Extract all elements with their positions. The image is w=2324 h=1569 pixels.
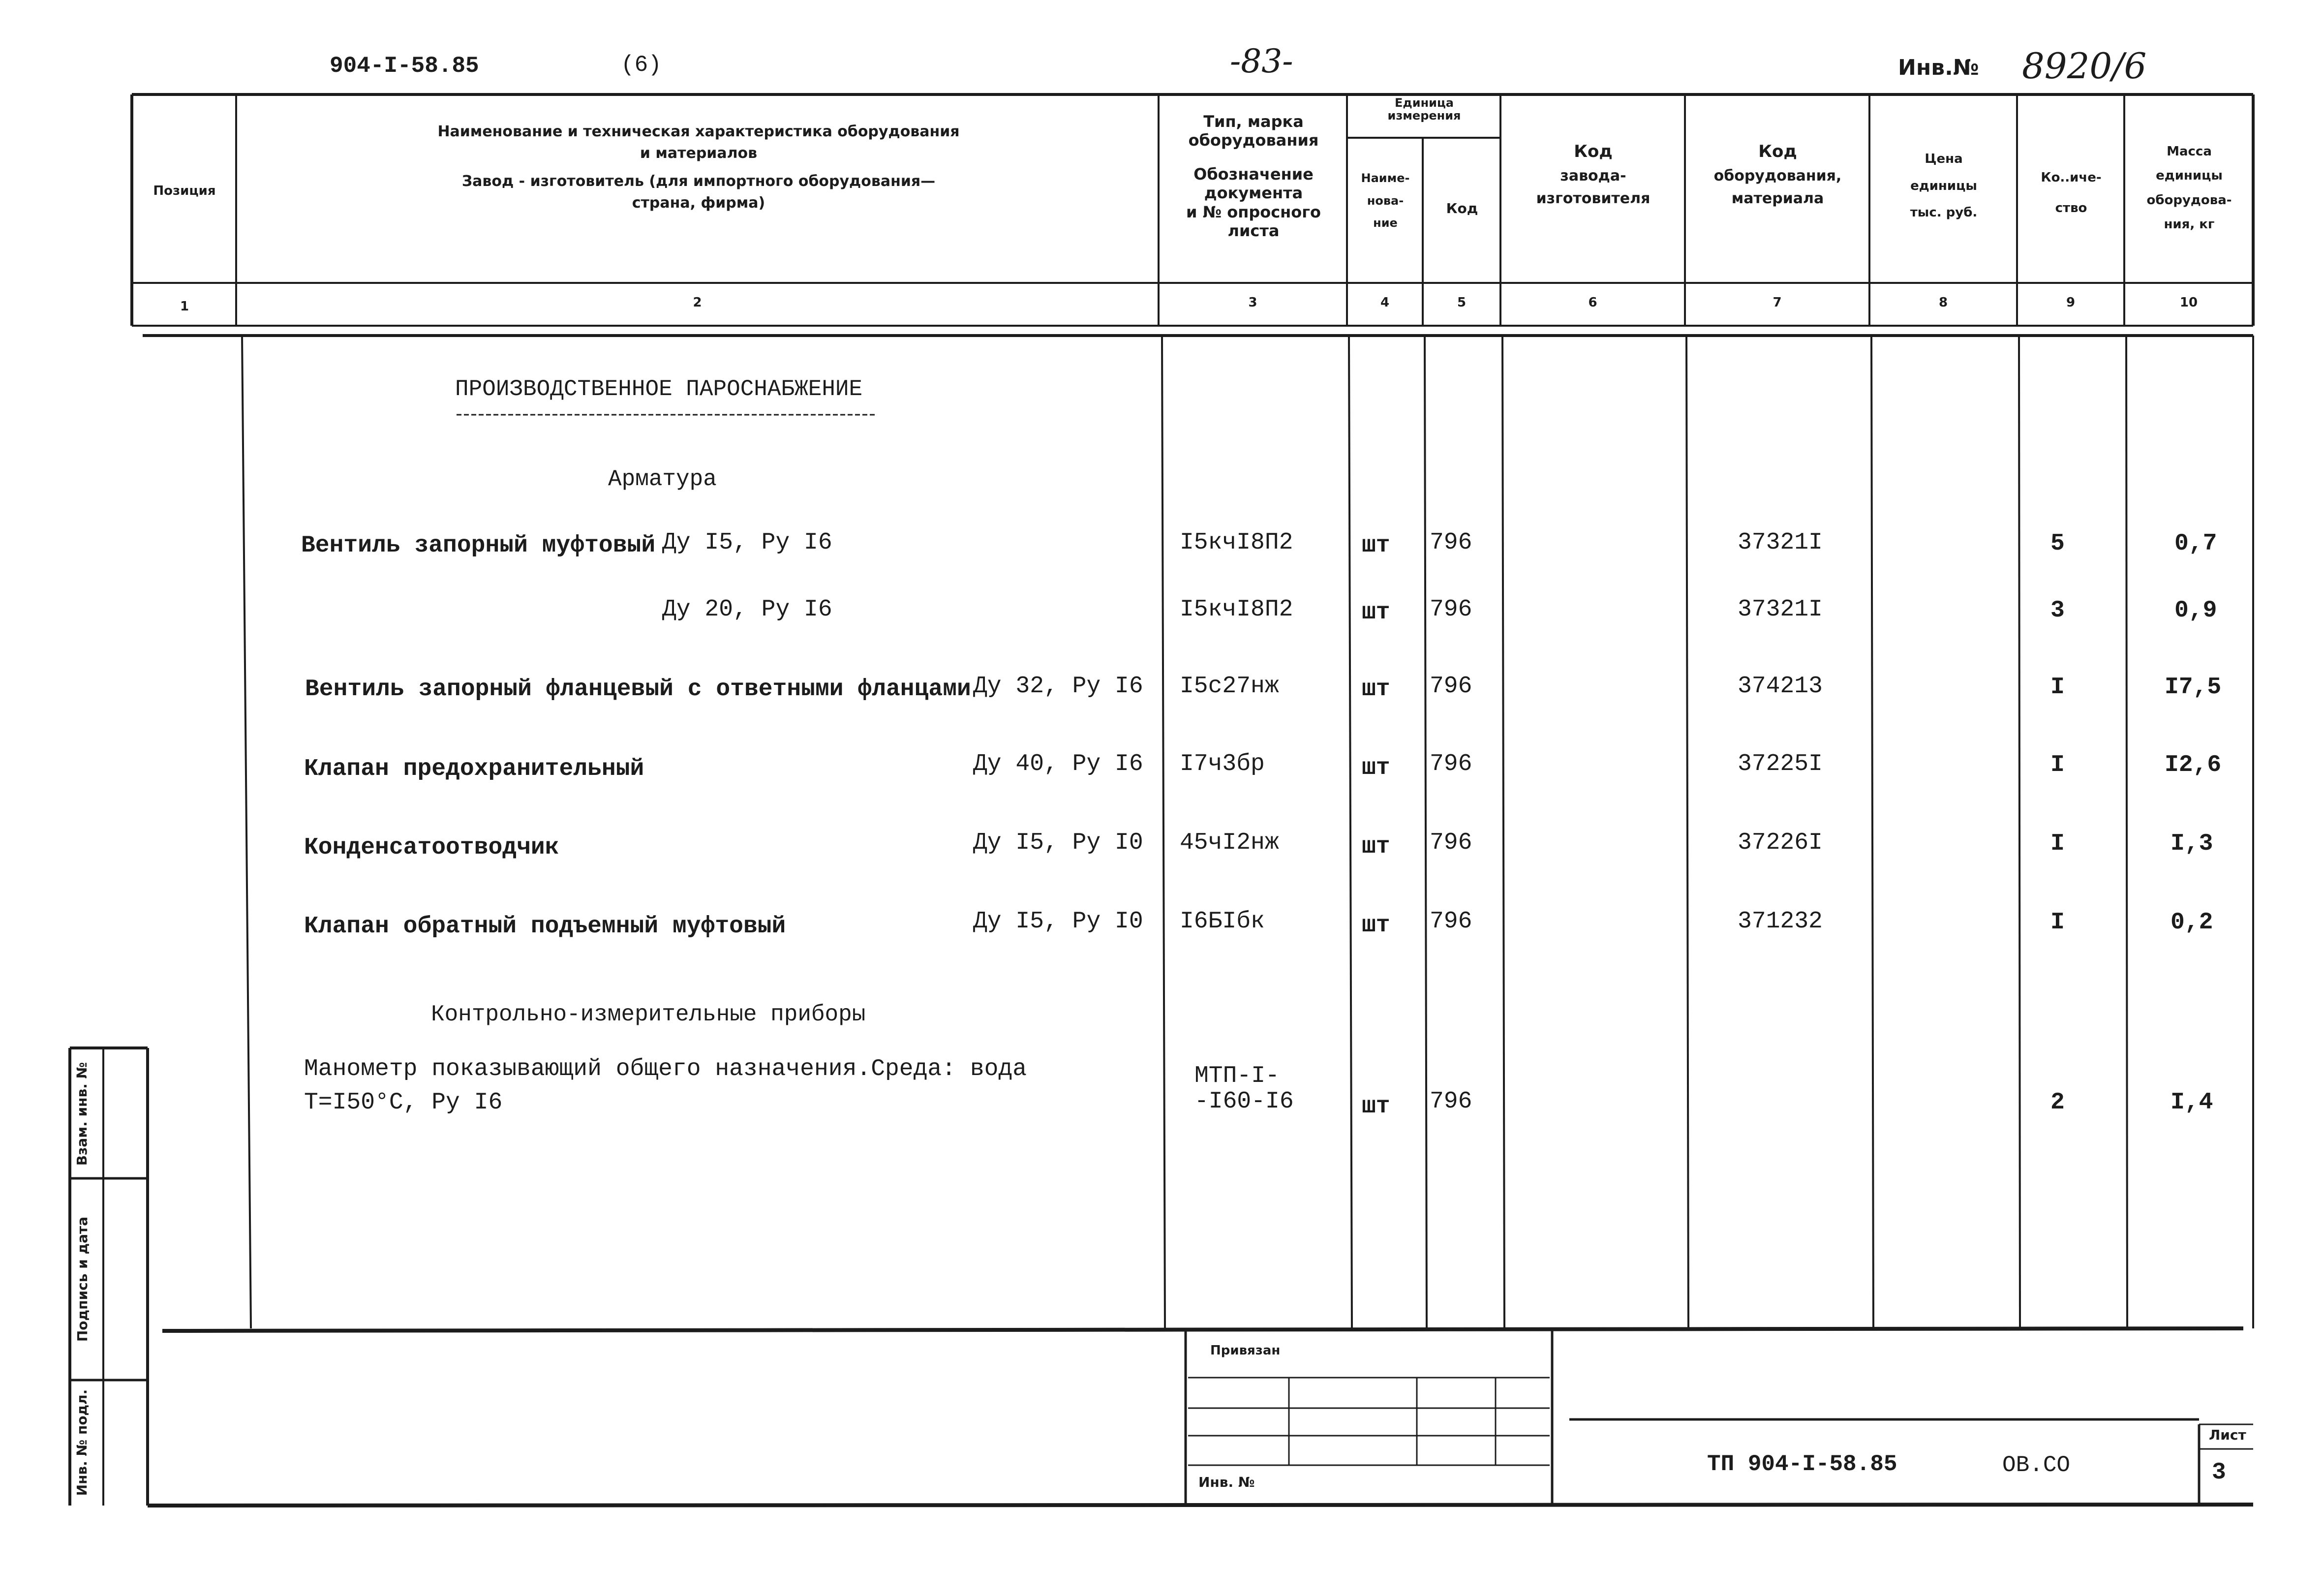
side-label-replacement-inv: Взам. инв. № — [74, 1062, 90, 1166]
side-label-signature-date: Подпись и дата — [74, 1216, 91, 1342]
header-col1: Позиция — [153, 184, 216, 198]
col-number-10: 10 — [2179, 295, 2198, 310]
row-unit: шт — [1362, 599, 1390, 626]
stamp-mark: ОВ.СО — [2002, 1452, 2071, 1478]
row-spec: Ду 32, Ру I6 — [973, 673, 1143, 700]
row-code: 796 — [1430, 751, 1472, 777]
side-label-original-inv: Инв. № подл. — [74, 1389, 90, 1496]
col-number-4: 4 — [1380, 295, 1390, 310]
row-type: I5кчI8П2 — [1180, 596, 1293, 623]
header-col9: Ко..иче- ство — [2041, 170, 2102, 216]
header-col8: Цена единицы тыс. руб. — [1910, 152, 1978, 220]
row-qty: 3 — [2050, 597, 2065, 624]
col-number-3: 3 — [1248, 295, 1257, 310]
col-number-8: 8 — [1938, 295, 1948, 310]
row-spec: Ду I5, Ру I0 — [973, 908, 1143, 935]
row-qty: I — [2050, 831, 2065, 857]
row-equip-code: 37321I — [1738, 529, 1823, 556]
header-unit-group: Единица измерения — [1387, 96, 1461, 123]
row-equip-code: 37226I — [1738, 830, 1823, 856]
row-unit: шт — [1362, 532, 1390, 559]
col-number-2: 2 — [693, 295, 702, 310]
page-number: -83- — [1230, 42, 1293, 80]
row-type: I5с27нж — [1180, 673, 1279, 700]
row-unit: шт — [1362, 833, 1390, 860]
row-code: 796 — [1430, 830, 1472, 856]
row-spec: Ду 40, Ру I6 — [973, 751, 1143, 777]
col-number-5: 5 — [1457, 295, 1467, 310]
row-name: Вентиль запорный муфтовый — [301, 532, 656, 559]
gauge-mass: I,4 — [2171, 1089, 2213, 1116]
gauge-code: 796 — [1430, 1088, 1472, 1115]
row-type: 45чI2нж — [1180, 830, 1279, 856]
row-name: Клапан предохранительный — [304, 756, 644, 782]
col-number-6: 6 — [1588, 295, 1597, 310]
row-equip-code: 371232 — [1738, 908, 1823, 935]
row-mass: 0,2 — [2171, 909, 2213, 936]
col-number-9: 9 — [2066, 295, 2076, 310]
stamp-bound-label: Привязан — [1210, 1343, 1281, 1358]
doc-code-top: 904-I-58.85 — [330, 53, 479, 79]
col-number-1: 1 — [180, 299, 189, 314]
row-code: 796 — [1430, 529, 1472, 556]
row-type: I6БIбк — [1180, 908, 1265, 935]
row-qty: I — [2050, 909, 2065, 936]
header-col3: Тип, марка оборудования Обозначение документа и № опросного листа — [1186, 112, 1321, 240]
row-type: I5кчI8П2 — [1180, 529, 1293, 556]
col-number-7: 7 — [1773, 295, 1782, 310]
row-mass: I,3 — [2171, 831, 2213, 857]
row-mass: I2,6 — [2165, 752, 2222, 778]
row-equip-code: 37321I — [1738, 596, 1823, 623]
header-col10: Масса единицы оборудова- ния, кг — [2146, 144, 2232, 232]
row-equip-code: 37225I — [1738, 751, 1823, 777]
row-qty: I — [2050, 674, 2065, 701]
row-mass: I7,5 — [2165, 674, 2222, 701]
row-code: 796 — [1430, 596, 1472, 623]
row-spec: Ду I5, Ру I0 — [973, 830, 1143, 856]
sheet-mark: (6) — [621, 52, 662, 78]
row-type: I7ч3бр — [1180, 751, 1265, 777]
row-mass: 0,9 — [2174, 597, 2217, 624]
row-unit: шт — [1362, 676, 1390, 703]
row-equip-code: 374213 — [1738, 673, 1823, 700]
row-qty: 5 — [2050, 530, 2065, 557]
row-name: Клапан обратный подъемный муфтовый — [304, 913, 786, 940]
row-unit: шт — [1362, 912, 1390, 939]
header-col4: Наиме- нова- ние — [1361, 171, 1410, 230]
gauge-conditions: T=I50°C, Ру I6 — [304, 1089, 503, 1116]
stamp-sheet-number: 3 — [2212, 1459, 2226, 1486]
header-col5: Код — [1446, 200, 1478, 216]
row-code: 796 — [1430, 673, 1472, 700]
subsection-armatura: Арматура — [608, 466, 717, 492]
gauge-type-line2: -I60-I6 — [1194, 1088, 1294, 1115]
row-name: Вентиль запорный фланцевый с ответными фланцами — [305, 676, 971, 703]
inv-label: Инв.№ — [1898, 55, 1979, 80]
inv-handwritten-number: 8920/6 — [2022, 45, 2147, 87]
row-spec: Ду I5, Ру I6 — [662, 529, 832, 556]
header-col7: Код оборудования, материала — [1713, 142, 1842, 208]
row-mass: 0,7 — [2174, 530, 2217, 557]
gauge-type-line1: МТП-I- — [1194, 1063, 1280, 1089]
subsection-instruments: Контрольно-измерительные приборы — [431, 1002, 866, 1027]
row-spec: Ду 20, Ру I6 — [662, 596, 832, 623]
section-title: ПРОИЗВОДСТВЕННОЕ ПАРОСНАБЖЕНИЕ — [455, 376, 863, 402]
gauge-qty: 2 — [2050, 1089, 2065, 1116]
gauge-name: Манометр показывающий общего назначения.Среда: вода — [304, 1056, 1027, 1082]
stamp-sheet-label: Лист — [2209, 1427, 2246, 1443]
row-unit: шт — [1362, 755, 1390, 781]
row-name: Конденсатоотводчик — [304, 834, 559, 861]
header-col2: Наименование и техническая характеристика оборудования и материалов Завод - изготовитель (для импортного оборудования— страна, фирма) — [437, 123, 960, 212]
gauge-unit: шт — [1362, 1093, 1390, 1120]
header-col6: Код завода- изготовителя — [1536, 142, 1651, 208]
stamp-inv-label: Инв. № — [1198, 1474, 1255, 1490]
row-qty: I — [2050, 752, 2065, 778]
stamp-doc-code: ТП 904-I-58.85 — [1707, 1451, 1897, 1477]
row-code: 796 — [1430, 908, 1472, 935]
